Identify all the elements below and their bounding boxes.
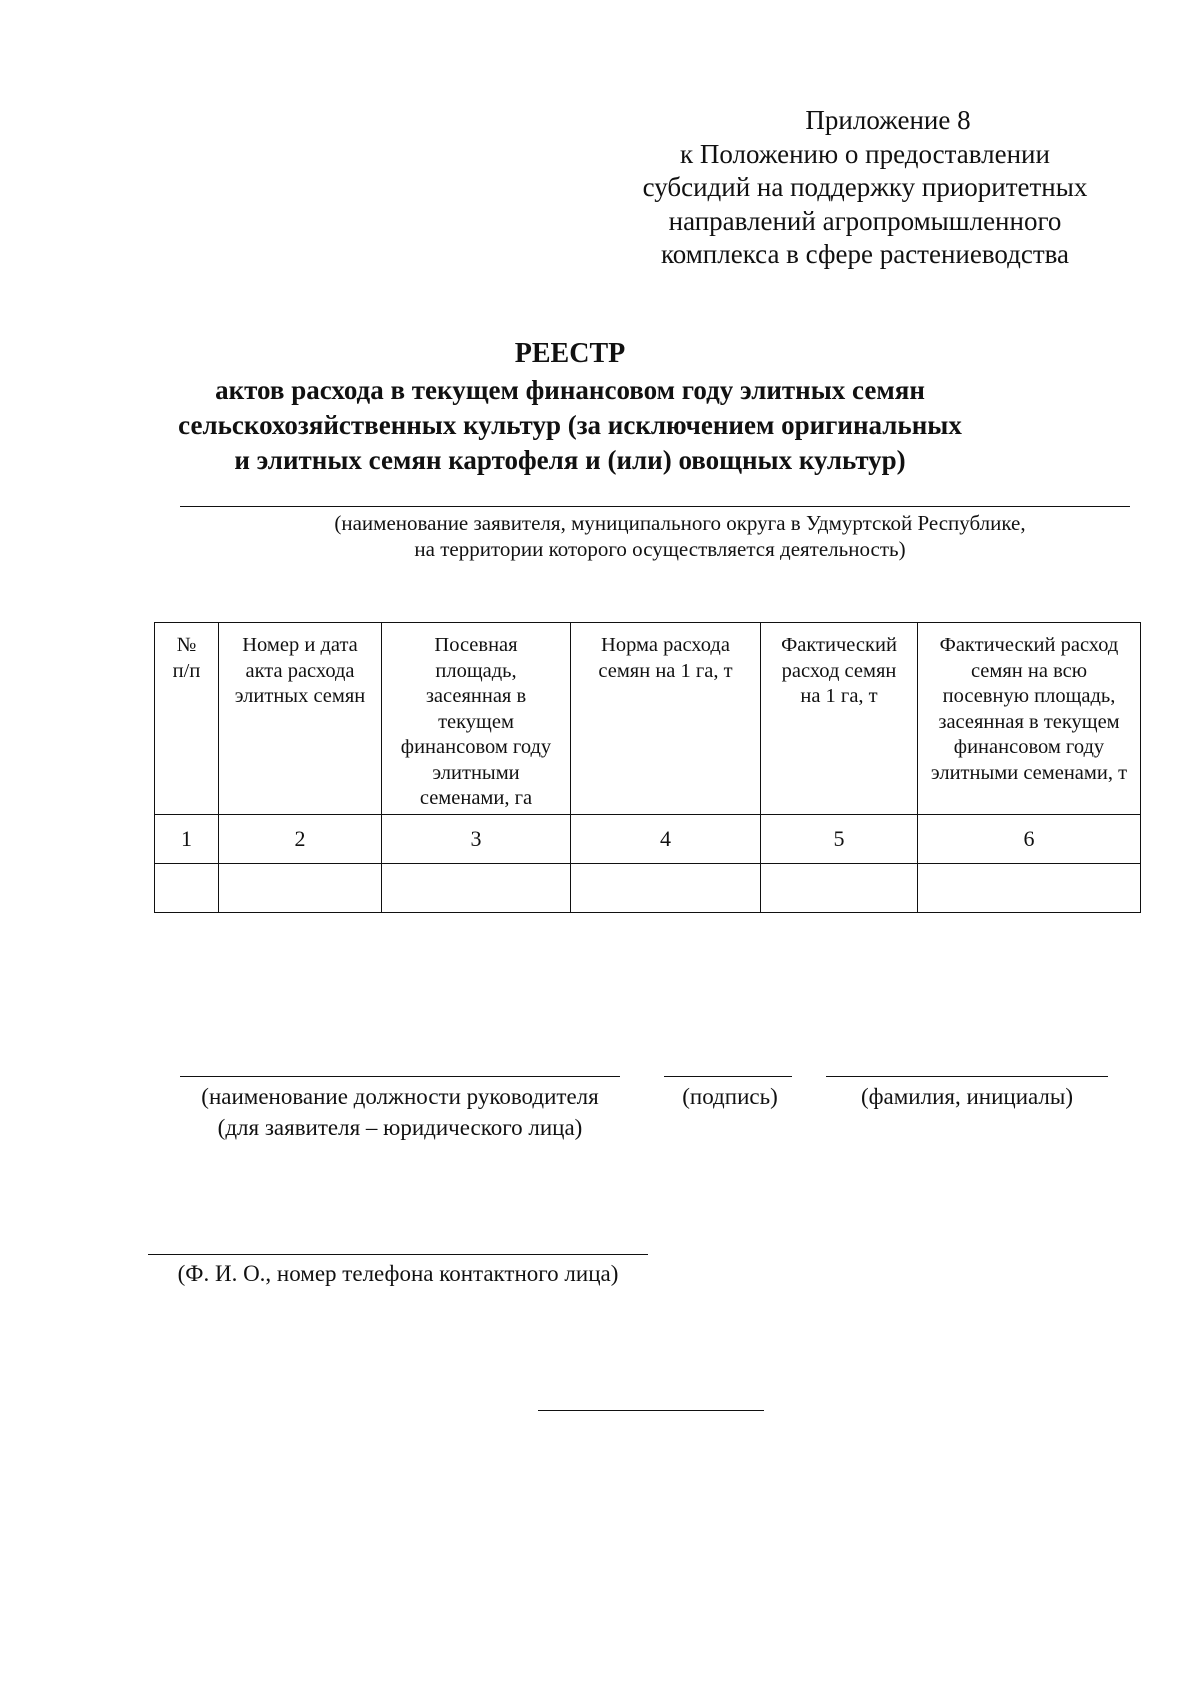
table-cell[interactable] [571, 864, 761, 913]
table-header-row [155, 623, 1141, 815]
table-cell[interactable] [761, 864, 918, 913]
header-text: элитными [432, 761, 520, 784]
signature-fill-line[interactable] [664, 1076, 792, 1077]
appendix-line-2: к Положению о предоставлении [680, 138, 1050, 169]
applicant-caption-line-2: на территории которого осуществляется деятельность) [414, 537, 906, 561]
appendix-line-5: комплекса в сфере растениеводства [660, 239, 1070, 269]
title-line-3: и элитных семян картофеля и (или) овощных культур) [234, 445, 906, 475]
position-label [170, 1081, 630, 1143]
position-fill-line[interactable] [180, 1076, 620, 1077]
header-text: Фактический расход [939, 634, 1119, 656]
title-line-2: сельскохозяйственных культур (за исключением оригинальных [178, 410, 962, 440]
document-title [150, 336, 990, 478]
appendix-line-1: Приложение 8 [805, 105, 971, 135]
appendix-line-3: субсидий на поддержку приоритетных [642, 172, 1088, 202]
header-cell-actual-per-ha [761, 623, 918, 815]
header-text: акта расхода [245, 659, 355, 682]
header-cell-area [382, 623, 571, 815]
header-text: засеянная в текущем [938, 710, 1120, 733]
table-cell[interactable] [382, 864, 571, 913]
header-text: элитными семенами, т [930, 761, 1128, 784]
register-table [154, 622, 1141, 913]
column-number-row [155, 815, 1141, 864]
header-cell-norm [571, 623, 761, 815]
header-text: семян на 1 га, т [598, 659, 733, 682]
title-line-1: актов расхода в текущем финансовом году элитных семян [215, 375, 925, 405]
table-cell[interactable] [918, 864, 1141, 913]
table-cell[interactable] [219, 864, 382, 913]
header-text: Норма расхода [601, 634, 730, 656]
header-text: семенами, га [419, 787, 533, 809]
appendix-header [600, 104, 1130, 272]
name-fill-line[interactable] [826, 1076, 1108, 1077]
column-number: 6 [918, 815, 1141, 864]
header-text: площадь, [435, 659, 517, 682]
contact-label: (Ф. И. О., номер телефона контактного лица) [177, 1261, 619, 1286]
closing-separator [538, 1410, 764, 1411]
applicant-caption [170, 510, 1150, 562]
header-cell-number [155, 623, 219, 815]
header-text: № [176, 634, 197, 656]
header-cell-actual-total [918, 623, 1141, 815]
header-text: финансовом году [953, 736, 1105, 758]
position-label-line-2: (для заявителя – юридического лица) [217, 1115, 583, 1140]
column-number: 5 [761, 815, 918, 864]
header-text: расход семян [781, 659, 897, 682]
table-cell[interactable] [155, 864, 219, 913]
header-text: на 1 га, т [800, 685, 878, 707]
header-text: засеянная в [425, 685, 527, 707]
header-text: финансовом году [400, 736, 552, 758]
name-label: (фамилия, инициалы) [860, 1084, 1074, 1109]
position-label-line-1: (наименование должности руководителя [201, 1084, 599, 1109]
appendix-line-4: направлений агропромышленного [668, 205, 1062, 236]
header-cell-act [219, 623, 382, 815]
column-number: 1 [155, 815, 219, 864]
column-number: 3 [382, 815, 571, 864]
applicant-fill-line[interactable] [180, 506, 1130, 507]
column-number: 4 [571, 815, 761, 864]
header-text: элитных семян [234, 685, 366, 707]
header-text: посевную площадь, [942, 685, 1116, 707]
title-heading: РЕЕСТР [514, 338, 626, 369]
signature-label: (подпись) [682, 1084, 778, 1109]
table-row [155, 864, 1141, 913]
header-text: Фактический [781, 634, 897, 656]
header-text: Номер и дата [242, 634, 358, 656]
contact-fill-line[interactable] [148, 1254, 648, 1255]
header-text: п/п [172, 659, 201, 682]
header-text: текущем [438, 710, 514, 733]
header-text: семян на всю [970, 659, 1088, 682]
applicant-caption-line-1: (наименование заявителя, муниципального округа в Удмуртской Республике, [334, 511, 1026, 535]
header-text: Посевная [434, 634, 518, 656]
column-number: 2 [219, 815, 382, 864]
